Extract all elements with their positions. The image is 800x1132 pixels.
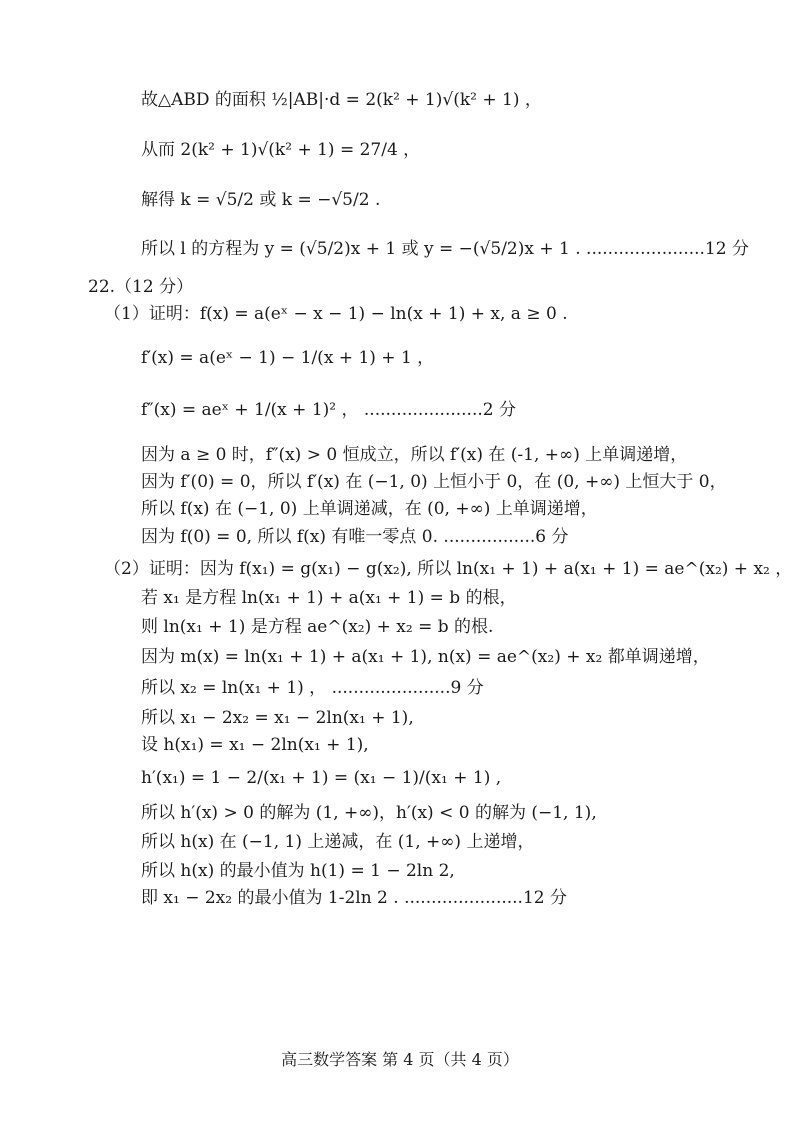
- line-text: 所以 h(x) 的最小值为 h(1) = 1 − 2ln 2,: [141, 861, 455, 881]
- line-second-derivative: [141, 400, 516, 420]
- line-text: f″(x) = aeˣ + 1/(x + 1)² ， ......................2 分: [141, 400, 516, 420]
- line-x2-equals: [141, 678, 484, 698]
- line-text: 从而 2(k² + 1)√(k² + 1) = 27/4 ，: [141, 140, 421, 160]
- part-2-proof: [104, 559, 792, 579]
- line-define-h: [141, 735, 369, 755]
- line-text: 即 x₁ − 2x₂ 的最小值为 1-2ln 2 . ......................12 分: [141, 888, 567, 908]
- page-footer: 高三数学答案 第 4 页（共 4 页）: [281, 1050, 519, 1069]
- line-text: 22.（12 分）: [88, 277, 194, 297]
- line-text: 因为 f′(0) = 0，所以 f′(x) 在 (−1, 0) 上恒小于 0，在 (0, +∞) 上恒大于 0，: [141, 472, 727, 492]
- line-text: 所以 h(x) 在 (−1, 1) 上递减，在 (1, +∞) 上递增，: [141, 832, 535, 852]
- line-h-derivative: [141, 768, 501, 788]
- line-area-abd: [141, 90, 542, 110]
- line-text: f′(x) = a(eˣ − 1) − 1/(x + 1) + 1 ，: [141, 348, 435, 368]
- line-unique-zero: [141, 527, 569, 547]
- line-hprime-solutions: [141, 803, 597, 823]
- line-text: 故△ABD 的面积 ½|AB|·d = 2(k² + 1)√(k² + 1) ，: [141, 90, 542, 110]
- line-text: 因为 a ≥ 0 时，f″(x) > 0 恒成立，所以 f′(x) 在 (-1, +∞) 上单调递增，: [141, 445, 688, 465]
- line-text: 因为 f(0) = 0, 所以 f(x) 有唯一零点 0. .................6 分: [141, 527, 569, 547]
- line-equation-k: [141, 140, 420, 160]
- line-text: 设 h(x₁) = x₁ − 2ln(x₁ + 1),: [141, 735, 369, 755]
- line-text: 解得 k = √5/2 或 k = −√5/2 .: [141, 190, 381, 210]
- line-m-n-monotonic: [141, 647, 710, 667]
- line-f-monotonic: [141, 499, 598, 519]
- line-text: （1）证明：f(x) = a(eˣ − x − 1) − ln(x + 1) + x, a ≥ 0 .: [104, 304, 568, 324]
- line-h-minimum: [141, 861, 455, 881]
- line-root-x2: [141, 617, 493, 637]
- line-first-derivative: [141, 348, 434, 368]
- line-text: 所以 h′(x) > 0 的解为 (1, +∞)，h′(x) < 0 的解为 (−1, 1),: [141, 803, 597, 823]
- line-text: 则 ln(x₁ + 1) 是方程 ae^(x₂) + x₂ = b 的根.: [141, 617, 494, 637]
- line-final-minimum: [141, 888, 567, 908]
- line-text: h′(x₁) = 1 − 2/(x₁ + 1) = (x₁ − 1)/(x₁ + 1) ,: [141, 768, 502, 788]
- line-text: （2）证明：因为 f(x₁) = g(x₁) − g(x₂), 所以 ln(x₁ + 1) + a(x₁ + 1) = ae^(x₂) + x₂ ，: [104, 559, 793, 579]
- line-x1-minus-2x2: [141, 708, 414, 728]
- line-text: 若 x₁ 是方程 ln(x₁ + 1) + a(x₁ + 1) = b 的根，: [141, 588, 517, 608]
- line-monotonic-fprime: [141, 445, 687, 465]
- line-text: 所以 f(x) 在 (−1, 0) 上单调递减，在 (0, +∞) 上单调递增，: [141, 499, 598, 519]
- line-solve-k: [141, 190, 380, 210]
- line-text: 因为 m(x) = ln(x₁ + 1) + a(x₁ + 1), n(x) = ae^(x₂) + x₂ 都单调递增，: [141, 647, 710, 667]
- part-1-function: [104, 304, 568, 324]
- line-text: 所以 x₂ = ln(x₁ + 1) ， ......................9 分: [141, 678, 484, 698]
- line-line-equation: [141, 239, 749, 259]
- line-root-x1: [141, 588, 517, 608]
- line-fprime-sign: [141, 472, 727, 492]
- problem-22-heading: [88, 277, 193, 297]
- line-text: 所以 l 的方程为 y = (√5/2)x + 1 或 y = −(√5/2)x + 1 . ......................12 分: [141, 239, 749, 259]
- line-text: 所以 x₁ − 2x₂ = x₁ − 2ln(x₁ + 1),: [141, 708, 414, 728]
- line-h-monotonic: [141, 832, 534, 852]
